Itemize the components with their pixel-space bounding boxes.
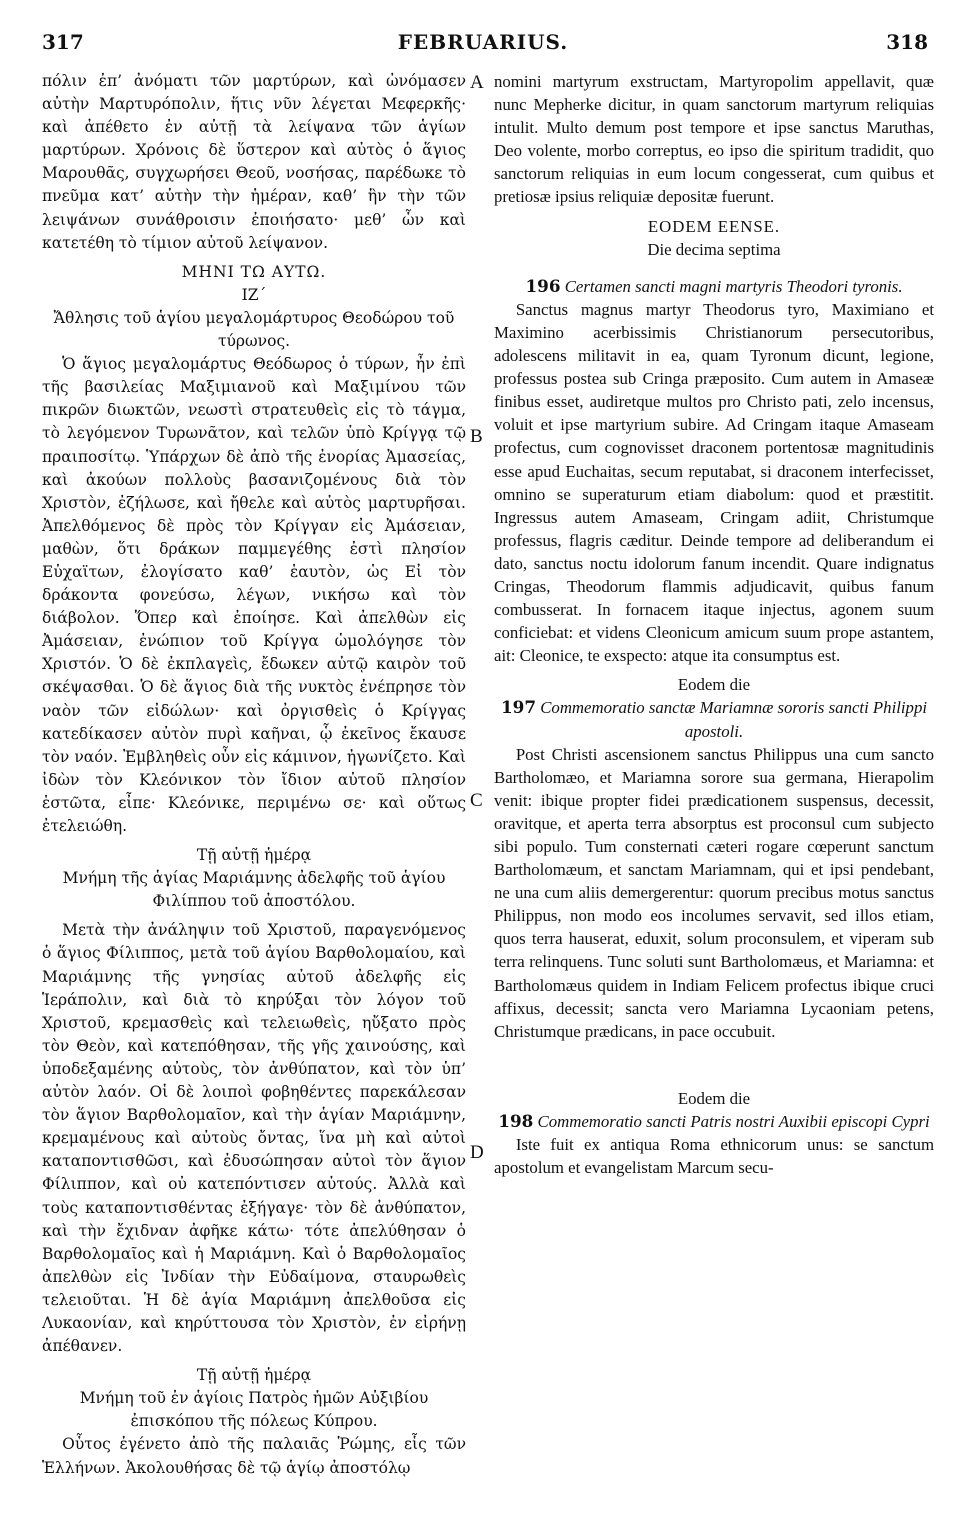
latin-entry-heading bbox=[494, 1110, 934, 1133]
margin-letter-b: B bbox=[470, 426, 483, 447]
page-header bbox=[0, 30, 966, 66]
latin-day-heading: Eodem die bbox=[677, 675, 751, 695]
page-number-right: 318 bbox=[886, 30, 928, 54]
latin-entry-heading bbox=[494, 696, 934, 742]
margin-letter-c: C bbox=[470, 790, 483, 811]
latin-paragraph: Sanctus magnus martyr Theodorus tyro, Maximiano et Maximino acerbissimis Christianorum persecutoribus, adolescens militavit in ea, quam Tyronum dicunt, legione, professus postea sub Cringa præposito. Cum autem in Amaseæ finibus esset, audiretque multos pro Christo pati, zelo incensus, voluit et ipse martyrium subire. Ad Cringam itaque Amaseam profectus, cum cognovisset draconem portentosæ magnitudinis esse apud Euchaitas, secum reputabat, si draconem interfecisset, omnino se superaturum etiam diabolum: quod et præstitit. Ingressus autem Amaseam, Cringam adiit, Christumque professus, flagris cæditur. Deinde tempore ad deliberandum ei dato, sanctus noctu idolorum fanum incendit. Quare indignatus Cringas, Theodorum flammis adjudicavit, quibus fanum combusserat. In fornacem itaque injectus, agonem suum conficiebat: et videns Cleonicum amicum suum prope astantem, ait: Cleonice, te exspecto: atque ita consumptus est. bbox=[494, 299, 934, 666]
latin-month-heading: EODEM EENSE. bbox=[647, 216, 781, 236]
greek-entry-title: Ἄθλησις τοῦ ἁγίου μεγαλομάρτυρος Θεοδώρου τοῦ τύρωνος. bbox=[53, 308, 455, 351]
latin-column bbox=[494, 70, 934, 1179]
greek-day-heading: Τῇ αὐτῇ ἡμέρᾳ bbox=[196, 1366, 312, 1385]
latin-day-subheading: Die decima septima bbox=[647, 239, 781, 259]
greek-day-number: ΙΖ΄ bbox=[241, 285, 267, 304]
greek-paragraph: Οὗτος ἐγένετο ἀπὸ τῆς παλαιᾶς Ῥώμης, εἷς τῶν Ἑλλήνων. Ἀκολουθήσας δὲ τῷ ἁγίῳ ἀποστόλῳ bbox=[42, 1435, 466, 1477]
entry-title: Commemoratio sanctæ Mariamnæ sororis sancti Philippi apostoli. bbox=[540, 698, 927, 741]
running-title: FEBRUARIUS. bbox=[397, 30, 569, 54]
greek-month-heading: ΜΗΝΙ ΤΩ ΑΥΤΩ. bbox=[181, 262, 327, 281]
greek-day-heading: Τῇ αὐτῇ ἡμέρᾳ bbox=[196, 846, 312, 865]
entry-title: Commemoratio sancti Patris nostri Auxibii episcopi Cypri bbox=[537, 1111, 930, 1131]
page-number-left: 317 bbox=[42, 30, 84, 54]
latin-paragraph: Iste fuit ex antiqua Roma ethnicorum unus: se sanctum apostolum et evangelistam Marcum secu- bbox=[494, 1135, 934, 1178]
latin-paragraph: nomini martyrum exstructam, Martyropolim appellavit, quæ nunc Mepherke dicitur, in quam sanctorum martyrum reliquias intulit. Multo demum post tempore et ipse sanctus Maruthas, Deo volente, morbo correptus, eo ipso die spiritum tradidit, quo sanctorum reliquias in eum locum congesserat, cum quibus et pretiosæ ipsius reliquiæ depositæ fuerunt. bbox=[494, 72, 934, 207]
greek-paragraph: πόλιν ἐπ’ ἀνόματι τῶν μαρτύρων, καὶ ὠνόμασεν αὐτὴν Μαρτυρόπολιν, ἥτις νῦν λέγεται Μεφερκῆς· καὶ ἀπέθετο ἐν αὐτῇ τὰ λείψανα τῶν ἁγίων μαρτύρων. Χρόνοις δὲ ὕστερον καὶ αὐτὸς ὁ ἅγιος Μαρουθᾶς, συγχωρήσει Θεοῦ, νοσήσας, παρέδωκε τὸ πνεῦμα κατ’ αὐτὴν τὴν ἡμέραν, καθ’ ἣν τὴν τῶν λειψάνων συνάθροισιν ἐποιήσατο· μεθ’ ὧν καὶ κατετέθη τὸ τίμιον αὐτοῦ λείψανον. bbox=[42, 72, 466, 252]
entry-number: 196 bbox=[525, 275, 561, 296]
entry-number: 197 bbox=[501, 697, 537, 718]
greek-paragraph: Ὁ ἅγιος μεγαλομάρτυς Θεόδωρος ὁ τύρων, ἦν ἐπὶ τῆς βασιλείας Μαξιμιανοῦ καὶ Μαξιμίνου τῶν πικρῶν διωκτῶν, νεωστὶ στρατευθεὶς εἰς τὸ τάγμα, τὸ λεγόμενον Τυρωνᾶτον, καὶ τελῶν ὑπὸ Κρίγγᾳ τῷ πραιποσίτῳ. Ὑπάρχων δὲ ἀπὸ τῆς ἐνορίας Ἀμασείας, καὶ ἀκούων πολλοὺς βασανιζομένους διὰ τὸν Χριστὸν, ἐζήλωσε, καὶ ἤθελε καὶ αὐτὸς μαρτυρῆσαι. Ἀπελθόμενος δὲ πρὸς τὸν Κρίγγαν εἰς Ἀμάσειαν, μαθὼν, ὅτι δράκων παμμεγέθης ἐστὶ πλησίον Εὐχαϊτων, ἐλογίσατο καθ’ ἑαυτὸν, ὡς Εἰ τὸν δράκοντα φονεύσω, λέγων, νικήσω καὶ τὸν διάβολον. Ὅπερ καὶ ἐποίησε. Καὶ ἀπελθὼν εἰς Ἀμάσειαν, ἐνώπιον τοῦ Κρίγγα ὡμολόγησε τὸν Χριστόν. Ὁ δὲ ἐκπλαγεὶς, ἔδωκεν αὐτῷ καιρὸν τοῦ σκέψασθαι. Ὁ δὲ ἅγιος διὰ τῆς νυκτὸς ἐνέπρησε τὸν ναὸν τῶν εἰδώλων· καὶ ὀργισθεὶς ὁ Κρίγγας κατεδίκασεν αὐτὸν πυρὶ καῆναι, ᾧ ἐκεῖνος ἔκαυσε τὸν ναόν. Ἐμβληθεὶς οὖν εἰς κάμινον, ἠγωνίζετο. Καὶ ἰδὼν τὸν Κλεόνικον τὸν ἴδιον αὐτοῦ πλησίον ἑστῶτα, εἶπε· Κλεόνικε, περιμένω σε· καὶ οὕτως ἐτελειώθη. bbox=[42, 355, 466, 835]
greek-entry-title: Μνήμη τοῦ ἐν ἁγίοις Πατρὸς ἡμῶν Αὐξιβίου ἐπισκόπου τῆς πόλεως Κύπρου. bbox=[79, 1389, 429, 1431]
margin-letter-d: D bbox=[470, 1142, 484, 1163]
entry-title: Certamen sancti magni martyris Theodori tyronis. bbox=[564, 276, 903, 296]
greek-paragraph: Μετὰ τὴν ἀνάληψιν τοῦ Χριστοῦ, παραγενόμενος ὁ ἅγιος Φίλιππος, μετὰ τοῦ ἁγίου Βαρθολομαίου, καὶ Μαριάμνης τῆς γνησίας αὐτοῦ ἀδελφῆς εἰς Ἱεράπολιν, καὶ διὰ τὸ κηρύξαι τὸν λόγον τοῦ Χριστοῦ, κρεμασθεὶς καὶ τελειωθεὶς, ηὔξατο πρὸς τὸν Θεὸν, καὶ κατεπόθησαν, τῆς γῆς χαινούσης, καὶ ὑποδεξαμένης αὐτοὺς, τὸν ἀνθύπατον, καὶ τὸν ὑπ’ αὐτὸν λαόν. Οἱ δὲ λοιποὶ φοβηθέντες παρεκάλεσαν τὸν ἅγιον Βαρθολομαῖον, καὶ τὴν ἁγίαν Μαριάμνην, κρεμαμένους καὶ αὐτοὺς ὄντας, ἵνα μὴ καὶ αὐτοὶ καταποντισθῶσι, καὶ ἐδυσώπησαν αὐτοὶ τὸν ἅγιον Φίλιππον, καὶ οὐ κατεπόντισεν αὐτούς. Ἀλλὰ καὶ τοὺς καταποντισθέντας ἐξήγαγε· τὸν δὲ ἀνθύπατον, καὶ τὴν ἔχιδναν ἀφῆκε κάτω· τότε ἀπελύθησαν ὁ Βαρθολομαῖος καὶ ἡ Μαριάμνη. Καὶ ὁ Βαρθολομαῖος ἀπελθὼν εἰς Ἰνδίαν τὴν Εὐδαίμονα, σταυρωθεὶς τελειοῦται. Ἡ δὲ ἁγία Μαριάμνη ἀπελθοῦσα εἰς Λυκαονίαν, καὶ κηρύττουσα τὸν Χριστὸν, ἐν εἰρήνῃ ἀπέθανεν. bbox=[42, 921, 466, 1356]
entry-number: 198 bbox=[498, 1110, 534, 1131]
latin-entry-heading bbox=[494, 275, 934, 298]
greek-entry-title: Μνήμη τῆς ἁγίας Μαριάμνης ἀδελφῆς τοῦ ἁγίου Φιλίππου τοῦ ἀποστόλου. bbox=[62, 869, 446, 911]
greek-column bbox=[42, 70, 466, 1480]
margin-letter-a: A bbox=[470, 72, 484, 93]
latin-paragraph: Post Christi ascensionem sanctus Philippus una cum sancto Bartholomæo, et Mariamna sorore sua germana, Hierapolim venit: ibique propter fidei prædicationem suspensus, decessit, oravitque, et aperta terra absorptus est proconsul cum subjecto sibi populo. Tum consternati cæteri rogare cœperunt sanctum Bartholomæum, et sanctam Mariamnam, qui et ipsi pendebant, ne una cum aliis demergerentur: quorum precibus motus sanctus Philippus, non modo eos incolumes servavit, sed illos etiam, quos terra hauserat, eduxit, solum proconsulem, et viperam sub terra relinquens. Tunc soluti sunt Bartholomæus, et Mariamna: et Bartholomæus quidem in Indiam Felicem profectus ibique cruci affixus, decessit; sancta vero Mariamna Lycaoniam petens, Christumque prædicans, in pace occubuit. bbox=[494, 744, 934, 1041]
latin-day-heading: Eodem die bbox=[677, 1088, 751, 1108]
